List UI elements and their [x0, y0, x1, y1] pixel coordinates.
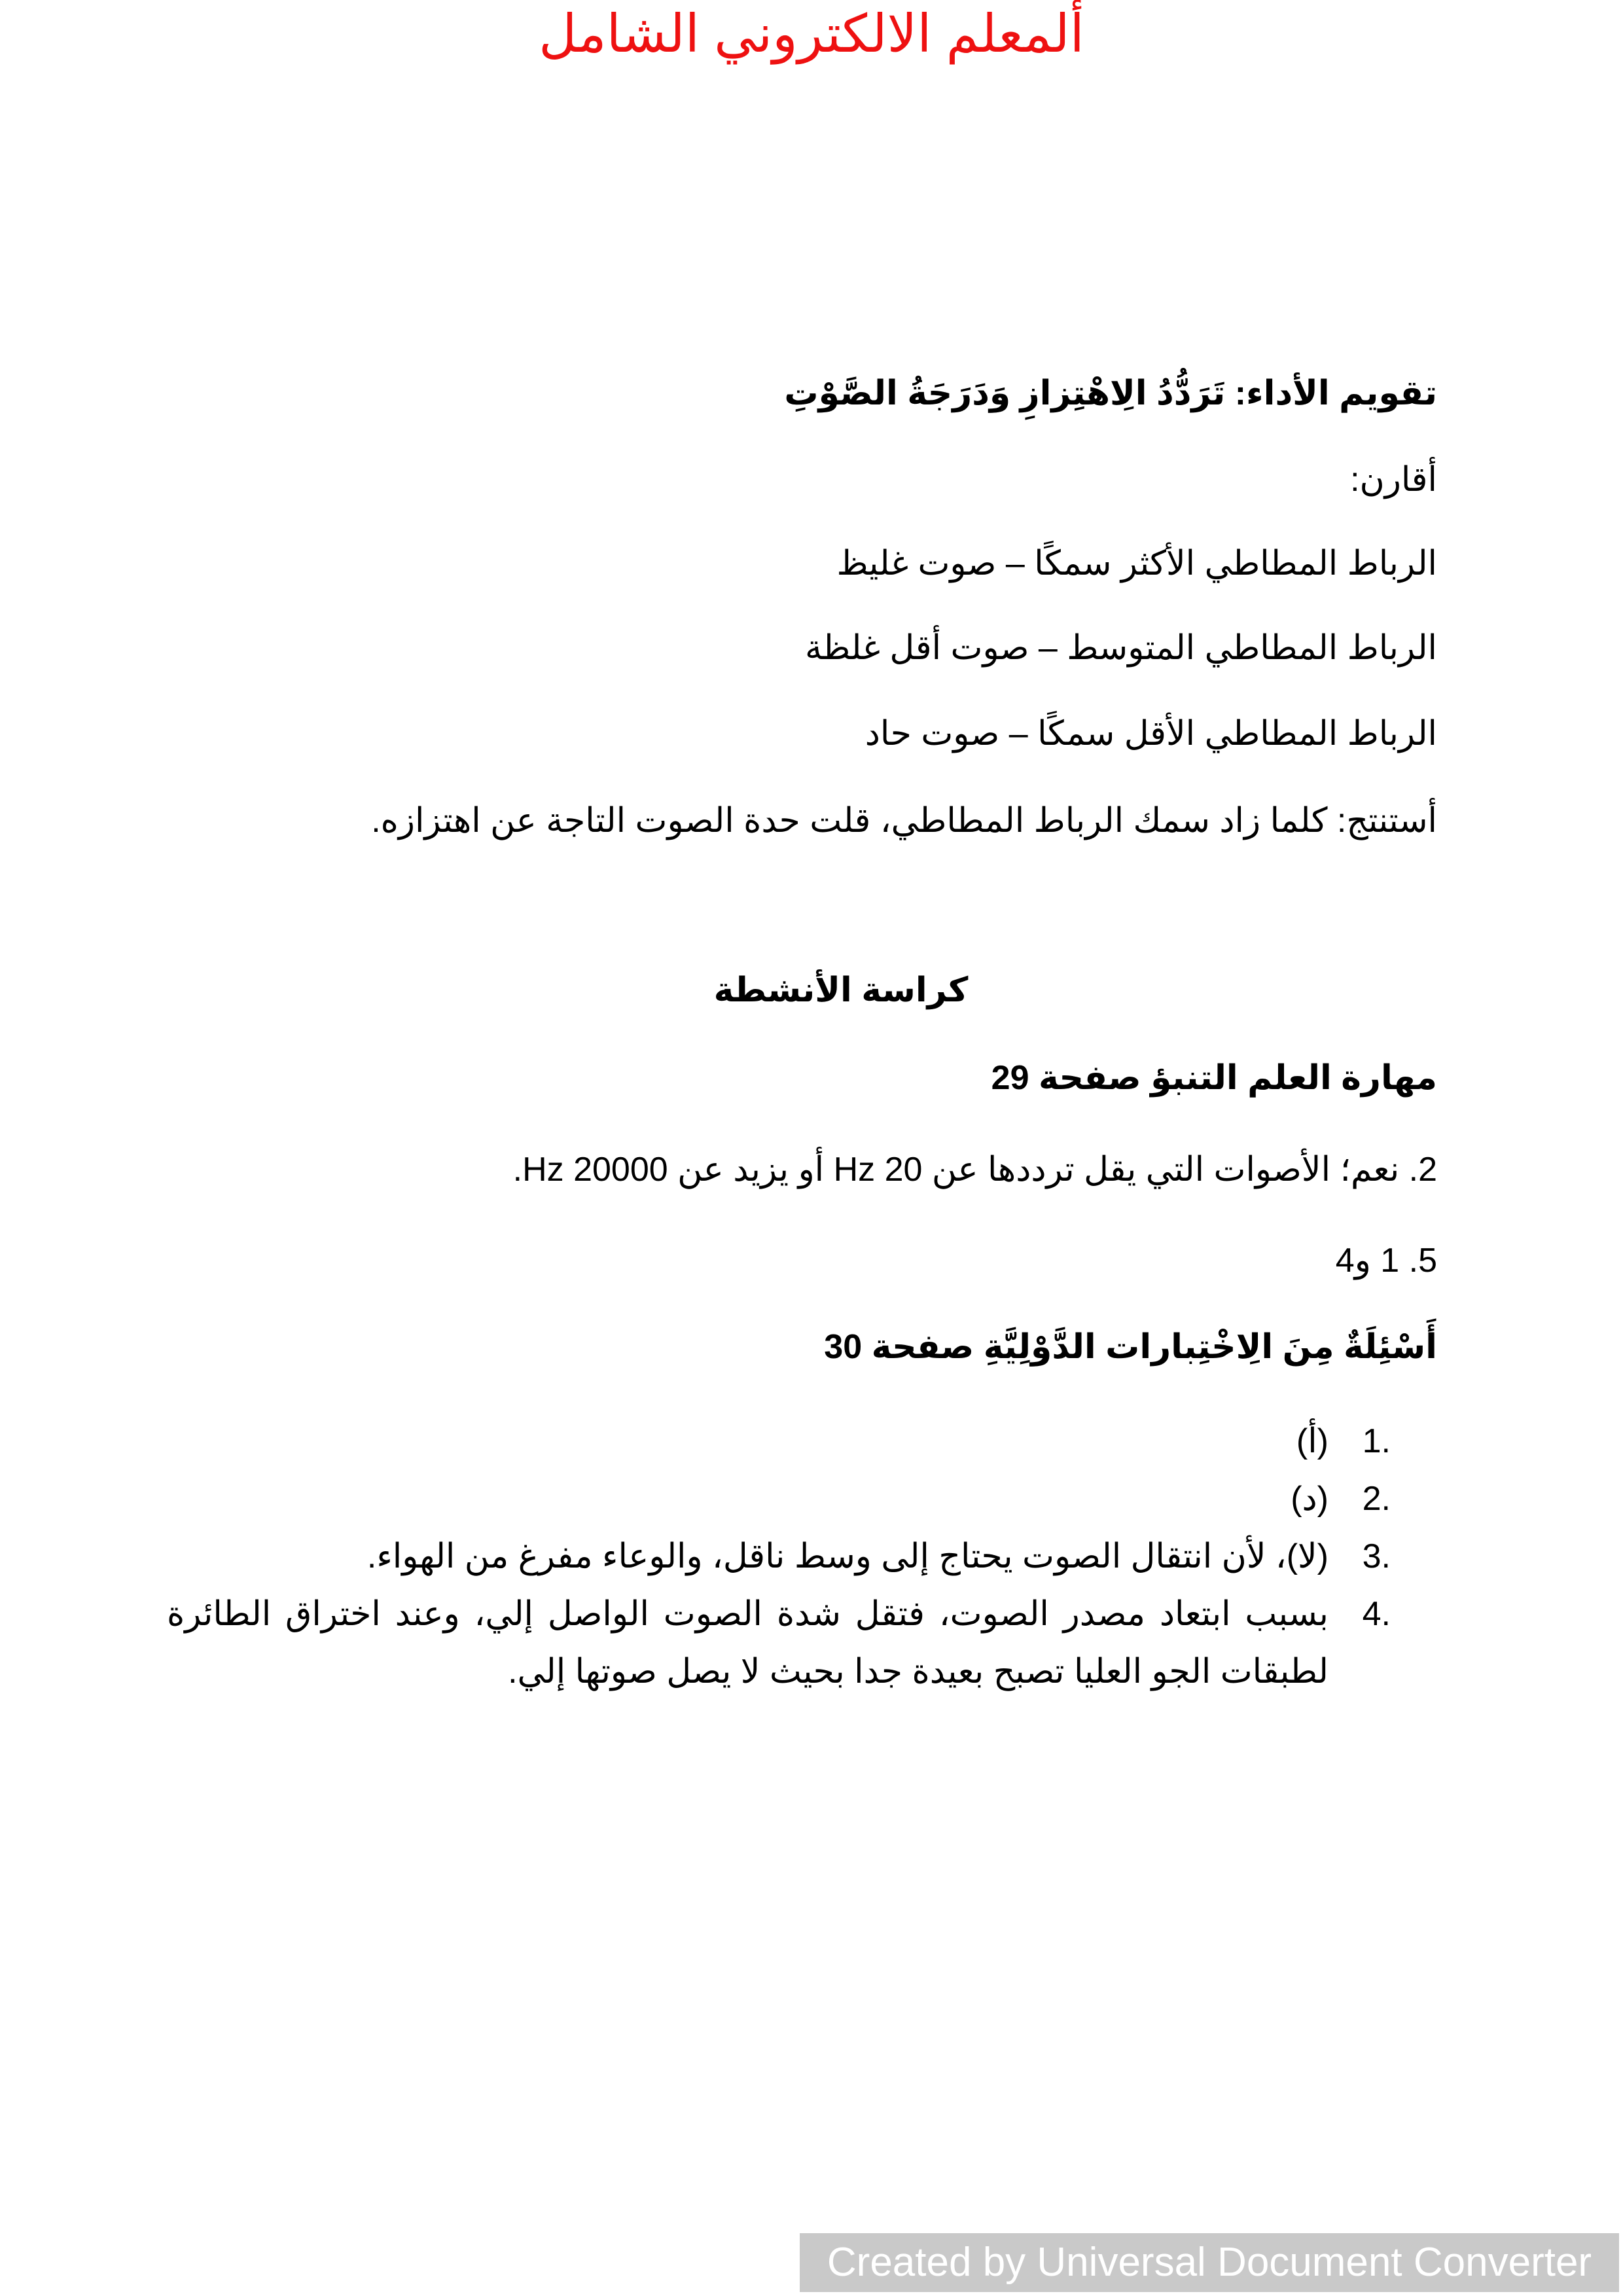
answer-2: 2. نعم؛ الأصوات التي يقل ترددها عن 20 Hz أو يزيد عن 20000 Hz.	[512, 1151, 1437, 1189]
list-item	[167, 1585, 1391, 1700]
questions-list	[167, 1412, 1391, 1700]
activities-book-title: كراسة الأنشطة	[713, 971, 969, 1009]
performance-assessment-heading: تقويم الأداء: تَرَدُّدُ الِاهْتِزازِ وَدَرَجَةُ الصَّوْتِ	[784, 374, 1437, 412]
list-item	[167, 1412, 1391, 1470]
item-text: (أ)	[1296, 1422, 1329, 1460]
item-number: 4.	[1362, 1595, 1391, 1633]
answer-5: 5. 1 و4	[1335, 1242, 1437, 1280]
list-item	[167, 1528, 1391, 1585]
list-item	[167, 1470, 1391, 1528]
science-skill-heading: مهارة العلم التنبؤ صفحة 29	[991, 1059, 1437, 1097]
item-number: 1.	[1362, 1422, 1391, 1460]
item-number: 3.	[1362, 1537, 1391, 1575]
comparison-line-medium: الرباط المطاطي المتوسط – صوت أقل غلظة	[804, 629, 1437, 667]
page-header-title: ألمعلم الالكتروني الشامل	[539, 5, 1084, 63]
compare-label: أقارن:	[1350, 461, 1437, 499]
item-number: 2.	[1362, 1480, 1391, 1518]
item-text: (لا)، لأن انتقال الصوت يحتاج إلى وسط ناقل، والوعاء مفرغ من الهواء.	[366, 1537, 1329, 1575]
conclusion-line: أستنتج: كلما زاد سمك الرباط المطاطي، قلت حدة الصوت التاجة عن اهتزازه.	[371, 802, 1437, 840]
comparison-line-thin: الرباط المطاطي الأقل سمكًا – صوت حاد	[865, 715, 1437, 753]
item-text: بسبب ابتعاد مصدر الصوت، فتقل شدة الصوت الواصل إلي، وعند اختراق الطائرة لطبقات الجو العليا تصبح بعيدة جدا بحيث لا يصل صوتها إلي.	[167, 1595, 1329, 1691]
comparison-line-thick: الرباط المطاطي الأكثر سمكًا – صوت غليظ	[836, 545, 1437, 583]
converter-watermark: Created by Universal Document Converter	[800, 2233, 1619, 2292]
item-text: (د)	[1291, 1480, 1329, 1518]
international-tests-heading: أَسْئِلَةٌ مِنَ الِاخْتِبارات الدَّوْلِيَّةِ صفحة 30	[824, 1328, 1437, 1366]
